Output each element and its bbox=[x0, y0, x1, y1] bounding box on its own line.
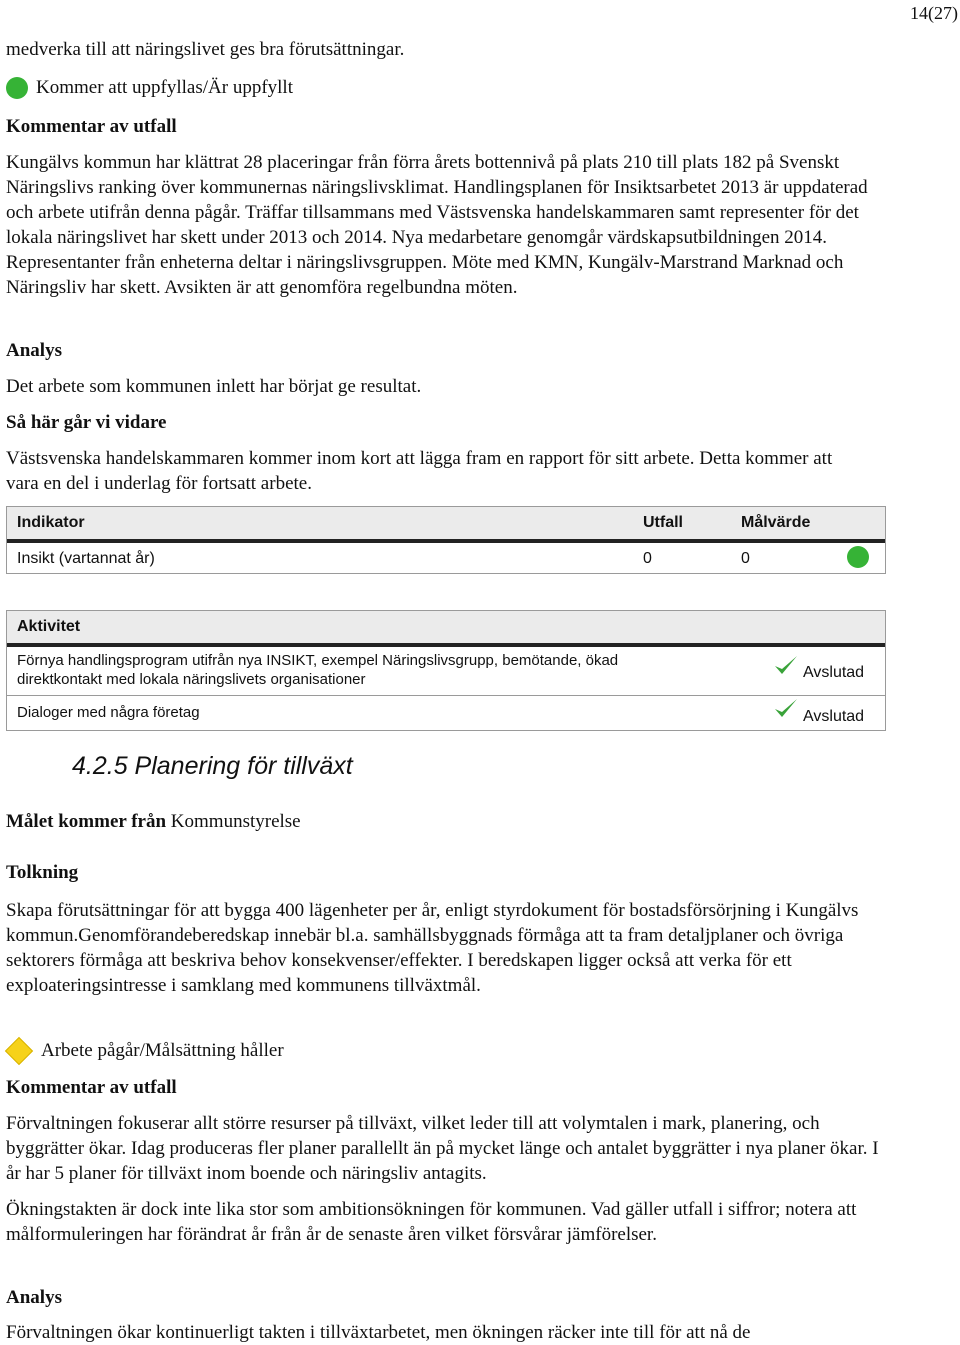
interpretation-body: Skapa förutsättningar för att bygga 400 lägenheter per år, enligt styrdokument för bostadsförsörjning i Kungälvs kommun.Genomförandeberedskap innebär bl.a. samhällsbyggnads förmåga att ta fram detaljplaner och övriga sektorers förmåga att beskriva behov konsekvenser/effekter. I beredskapen ligger också att verka för ett exploateringsintresse i samklang med kommunens tillväxtmål. bbox=[6, 900, 859, 996]
comment-body-2: Ökningstakten är dock inte lika stor som ambitionsökningen för kommunen. Vad gäller utfall i siffror; notera att målformuleringen har förändrat år från år de senaste åren vilket försvårar jämförelser. bbox=[6, 1199, 857, 1245]
section-heading: 4.2.5 Planering för tillväxt bbox=[72, 752, 353, 780]
table-row bbox=[7, 695, 885, 732]
goal-label: Målet kommer från bbox=[6, 811, 167, 832]
interpretation-heading: Tolkning bbox=[6, 862, 79, 883]
next-steps-body: Västsvenska handelskammaren kommer inom kort att lägga fram en rapport för sitt arbete. Detta kommer att vara en del i underlag för fortsatt arbete. bbox=[6, 448, 833, 494]
indicator-name: Insikt (vartannat år) bbox=[17, 550, 155, 567]
status-in-progress bbox=[6, 1038, 284, 1063]
status-text: Arbete pågår/Målsättning håller bbox=[41, 1040, 284, 1061]
activity-status: Avslutad bbox=[803, 664, 865, 681]
header-activity: Aktivitet bbox=[17, 618, 81, 635]
header-outcome: Utfall bbox=[643, 514, 683, 531]
activity-status: Avslutad bbox=[803, 708, 865, 725]
activity-line1: Förnya handlingsprogram utifrån nya INSIKT, exempel Näringslivsgrupp, bemötande, ökad bbox=[17, 652, 619, 669]
status-text: Kommer att uppfyllas/Är uppfyllt bbox=[36, 77, 293, 98]
comment-body-1: Förvaltningen fokuserar allt större resurser på tillväxt, vilket leder till att volymtalen i mark, planering, och byggrätter ökar. Idag produceras fler planer parallellt än på mycket länge och antalet byggrätter i nya planer ökar. I år har 5 planer för tillväxt inom boende och näringsliv antagits. bbox=[6, 1113, 879, 1184]
header-target: Målvärde bbox=[741, 514, 811, 531]
table-row bbox=[7, 543, 885, 574]
analysis-body: Det arbete som kommunen inlett har börjat ge resultat. bbox=[6, 376, 422, 397]
goal-source: Kommunstyrelse bbox=[170, 811, 301, 832]
intro-line: medverka till att näringslivet ges bra förutsättningar. bbox=[6, 39, 405, 60]
indicator-table-header bbox=[7, 507, 885, 543]
activity-table bbox=[6, 610, 886, 731]
comment-heading: Kommentar av utfall bbox=[6, 116, 177, 137]
checkmark-icon bbox=[773, 653, 799, 679]
goal-source-line bbox=[6, 809, 906, 834]
activity-table-header bbox=[7, 611, 885, 647]
indicator-outcome: 0 bbox=[643, 550, 652, 567]
indicator-table bbox=[6, 506, 886, 574]
next-steps-heading: Så här går vi vidare bbox=[6, 412, 167, 433]
activity-line2: direktkontakt med lokala näringslivets organisationer bbox=[17, 671, 366, 688]
header-indicator: Indikator bbox=[17, 514, 85, 531]
analysis-body: Förvaltningen ökar kontinuerligt takten i tillväxtarbetet, men ökningen räcker inte till för att nå de bbox=[6, 1322, 751, 1343]
status-achieved bbox=[6, 75, 293, 100]
green-status-icon bbox=[847, 546, 869, 568]
table-row bbox=[7, 647, 885, 695]
green-status-icon bbox=[6, 77, 28, 99]
checkmark-icon bbox=[773, 696, 799, 722]
page-number: 14(27) bbox=[910, 3, 958, 23]
activity-line1: Dialoger med några företag bbox=[17, 704, 200, 721]
analysis-heading: Analys bbox=[6, 1287, 62, 1308]
analysis-heading: Analys bbox=[6, 340, 62, 361]
yellow-diamond-icon bbox=[5, 1036, 33, 1064]
indicator-target: 0 bbox=[741, 550, 750, 567]
comment-heading: Kommentar av utfall bbox=[6, 1077, 177, 1098]
comment-body: Kungälvs kommun har klättrat 28 placeringar från förra årets bottennivå på plats 210 till plats 182 på Svenskt Näringslivs ranking över kommunernas näringslivsklimat. Handlingsplanen för Insiktsarbetet 2013 är uppdaterad och arbete utifrån denna pågår. Träffar tillsammans med Västsvenska handelskammaren samt representer för det lokala näringslivet har skett under 2013 och 2014. Nya medarbetare genomgår värdskapsutbildningen 2014. Representanter från enheterna deltar i näringslivsgruppen. Möte med KMN, Kungälv-Marstrand Marknad och Näringsliv har skett. Avsikten är att genomföra regelbundna möten. bbox=[6, 152, 868, 298]
